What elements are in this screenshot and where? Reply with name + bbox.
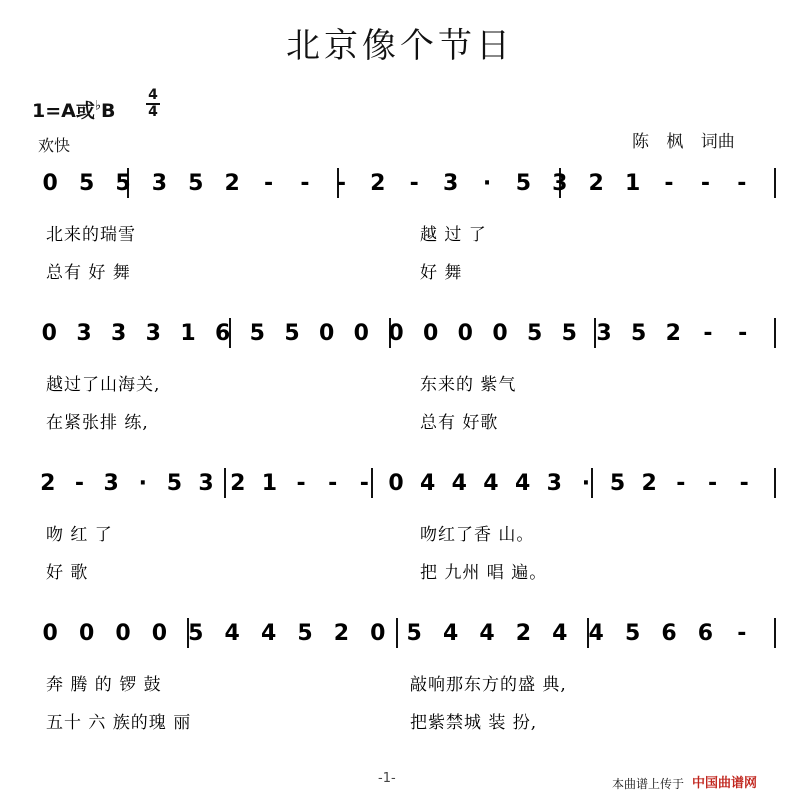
note: 3 [442, 171, 459, 196]
time-signature-top: 4 [148, 87, 158, 103]
note: 1 [180, 321, 196, 346]
note: 4 [588, 621, 604, 646]
note: 0 [319, 321, 335, 346]
lyric-line: 吻 红 了 [46, 525, 113, 545]
note: - [664, 171, 674, 196]
note: 5 [406, 621, 422, 646]
note: 0 [151, 621, 168, 646]
note: 5 [561, 321, 577, 346]
tempo-marking: 欢快 [38, 136, 71, 155]
lyric-line: 吻红了香 山。 [420, 525, 535, 545]
note: - [703, 321, 713, 346]
note: 3 [552, 171, 568, 196]
note: 2 [515, 621, 532, 646]
note: 1 [261, 471, 278, 496]
note: - [739, 471, 749, 496]
lyric-line: 奔 腾 的 锣 鼓 [46, 675, 162, 695]
note: 4 [514, 471, 531, 496]
note: 5 [115, 171, 131, 196]
lyric-line: 在紧张排 练, [46, 413, 149, 433]
note: 0 [42, 171, 58, 196]
note: 5 [527, 321, 543, 346]
note: - [676, 471, 686, 496]
note: - [700, 171, 710, 196]
note: 5 [515, 171, 532, 196]
lyric-line: 敲响那东方的盛 典, [410, 675, 567, 695]
time-signature-bottom: 4 [148, 104, 158, 120]
note: 2 [333, 621, 350, 646]
note: - [738, 321, 748, 346]
lyric-line: 东来的 紫气 [420, 375, 517, 395]
note: 0 [423, 321, 439, 346]
note: 2 [588, 171, 604, 196]
note: 4 [552, 621, 568, 646]
lyric-line: 好 舞 [420, 263, 463, 283]
note: 3 [151, 171, 168, 196]
page-number: -1- [378, 771, 396, 786]
lyric-line: 好 歌 [46, 563, 89, 583]
note: 3 [546, 471, 562, 496]
lyric-line: 五十 六 族的瑰 丽 [46, 713, 192, 733]
song-title: 北京像个节日 [286, 26, 514, 66]
note: 2 [40, 471, 56, 496]
key-note: B [101, 100, 116, 122]
upload-note: 本曲谱上传于 [612, 777, 685, 791]
note: 3 [596, 321, 612, 346]
note: 0 [388, 471, 404, 496]
note: 0 [492, 321, 508, 346]
note: 3 [145, 321, 161, 346]
note: 5 [624, 621, 641, 646]
site-logo: 中国曲谱网 [692, 776, 758, 791]
note: 4 [224, 621, 240, 646]
note: 0 [78, 621, 95, 646]
key-text: 1=A或 [32, 100, 95, 122]
note: 4 [442, 621, 459, 646]
note: 2 [665, 321, 681, 346]
lyric-line: 总有 好歌 [420, 413, 499, 433]
note: 0 [370, 621, 386, 646]
note: 2 [641, 471, 657, 496]
note: 2 [224, 171, 240, 196]
note: - [409, 171, 419, 196]
note: 0 [42, 621, 58, 646]
note: · [482, 171, 492, 196]
note: · [138, 471, 147, 496]
note: - [336, 171, 346, 196]
note: - [264, 171, 274, 196]
composer-credit: 陈 枫 词曲 [632, 132, 735, 152]
note: 3 [103, 471, 119, 496]
note: 2 [370, 171, 386, 196]
note: 0 [388, 321, 404, 346]
note: 5 [249, 321, 265, 346]
note: 4 [451, 471, 467, 496]
lyric-line: 总有 好 舞 [46, 263, 131, 283]
note: 4 [260, 621, 277, 646]
flat-symbol: ♭ [94, 98, 101, 114]
note: - [359, 471, 369, 496]
note: - [74, 471, 85, 496]
lyric-line: 把紫禁城 装 扮, [410, 713, 538, 733]
note: 5 [297, 621, 313, 646]
note: 5 [609, 471, 626, 496]
note: - [707, 471, 718, 496]
note: 5 [188, 171, 204, 196]
note: 0 [41, 321, 57, 346]
note: · [581, 471, 591, 496]
note: 2 [230, 471, 246, 496]
note: 5 [284, 321, 300, 346]
note: 6 [215, 321, 231, 346]
note: - [737, 171, 747, 196]
note: 5 [631, 321, 647, 346]
lyric-line: 越 过 了 [420, 225, 487, 245]
note: - [328, 471, 338, 496]
note: 3 [76, 321, 92, 346]
note: 6 [661, 621, 677, 646]
note: 1 [624, 171, 641, 196]
lyric-line: 把 九州 唱 遍。 [420, 563, 548, 583]
note: 5 [78, 171, 95, 196]
lyric-line: 越过了山海关, [46, 375, 161, 395]
lyric-line: 北来的瑞雪 [46, 225, 136, 245]
note: 5 [166, 471, 183, 496]
note: - [296, 471, 306, 496]
note: - [300, 171, 310, 196]
note: 4 [479, 621, 495, 646]
note: 3 [198, 471, 214, 496]
note: 0 [353, 321, 369, 346]
note: 4 [419, 471, 436, 496]
note: 6 [697, 621, 714, 646]
note: - [737, 621, 747, 646]
note: 0 [457, 321, 473, 346]
note: 4 [483, 471, 499, 496]
note: 5 [188, 621, 204, 646]
note: 0 [115, 621, 131, 646]
note: 3 [111, 321, 127, 346]
